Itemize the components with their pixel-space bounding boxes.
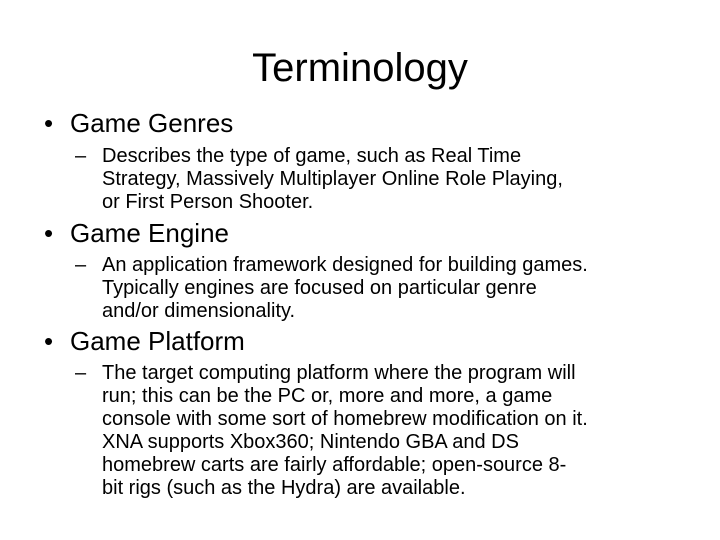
sub-mark: – — [75, 145, 87, 167]
sub-bullet-game-genres — [75, 145, 705, 214]
sub-line: or First Person Shooter. — [102, 191, 314, 213]
slide-title: Terminology — [252, 46, 468, 90]
bullet-heading: Game Platform — [70, 326, 245, 356]
sub-line: bit rigs (such as the Hydra) are available. — [102, 477, 466, 499]
sub-bullet-game-engine — [75, 254, 705, 323]
bullet-game-engine — [44, 218, 229, 248]
sub-mark: – — [75, 362, 87, 384]
bullet-heading: Game Genres — [70, 108, 234, 138]
bullet-mark: • — [44, 108, 54, 138]
sub-line: The target computing platform where the program will — [102, 362, 576, 384]
sub-line: and/or dimensionality. — [102, 300, 296, 322]
bullet-game-platform — [44, 326, 245, 356]
bullet-game-genres — [44, 108, 233, 138]
sub-line: Typically engines are focused on particular genre — [102, 277, 537, 299]
bullet-mark: • — [44, 326, 54, 356]
sub-line: run; this can be the PC or, more and more, a game — [102, 385, 553, 407]
bullet-heading: Game Engine — [70, 218, 229, 248]
sub-line: XNA supports Xbox360; Nintendo GBA and DS — [102, 431, 519, 453]
sub-line: An application framework designed for building games. — [102, 254, 588, 276]
sub-line: Strategy, Massively Multiplayer Online Role Playing, — [102, 168, 563, 190]
bullet-mark: • — [44, 218, 54, 248]
sub-line: Describes the type of game, such as Real Time — [102, 145, 522, 167]
sub-line: homebrew carts are fairly affordable; open-source 8- — [102, 454, 567, 476]
sub-bullet-game-platform — [75, 362, 705, 500]
sub-line: console with some sort of homebrew modification on it. — [102, 408, 588, 430]
sub-mark: – — [75, 254, 87, 276]
